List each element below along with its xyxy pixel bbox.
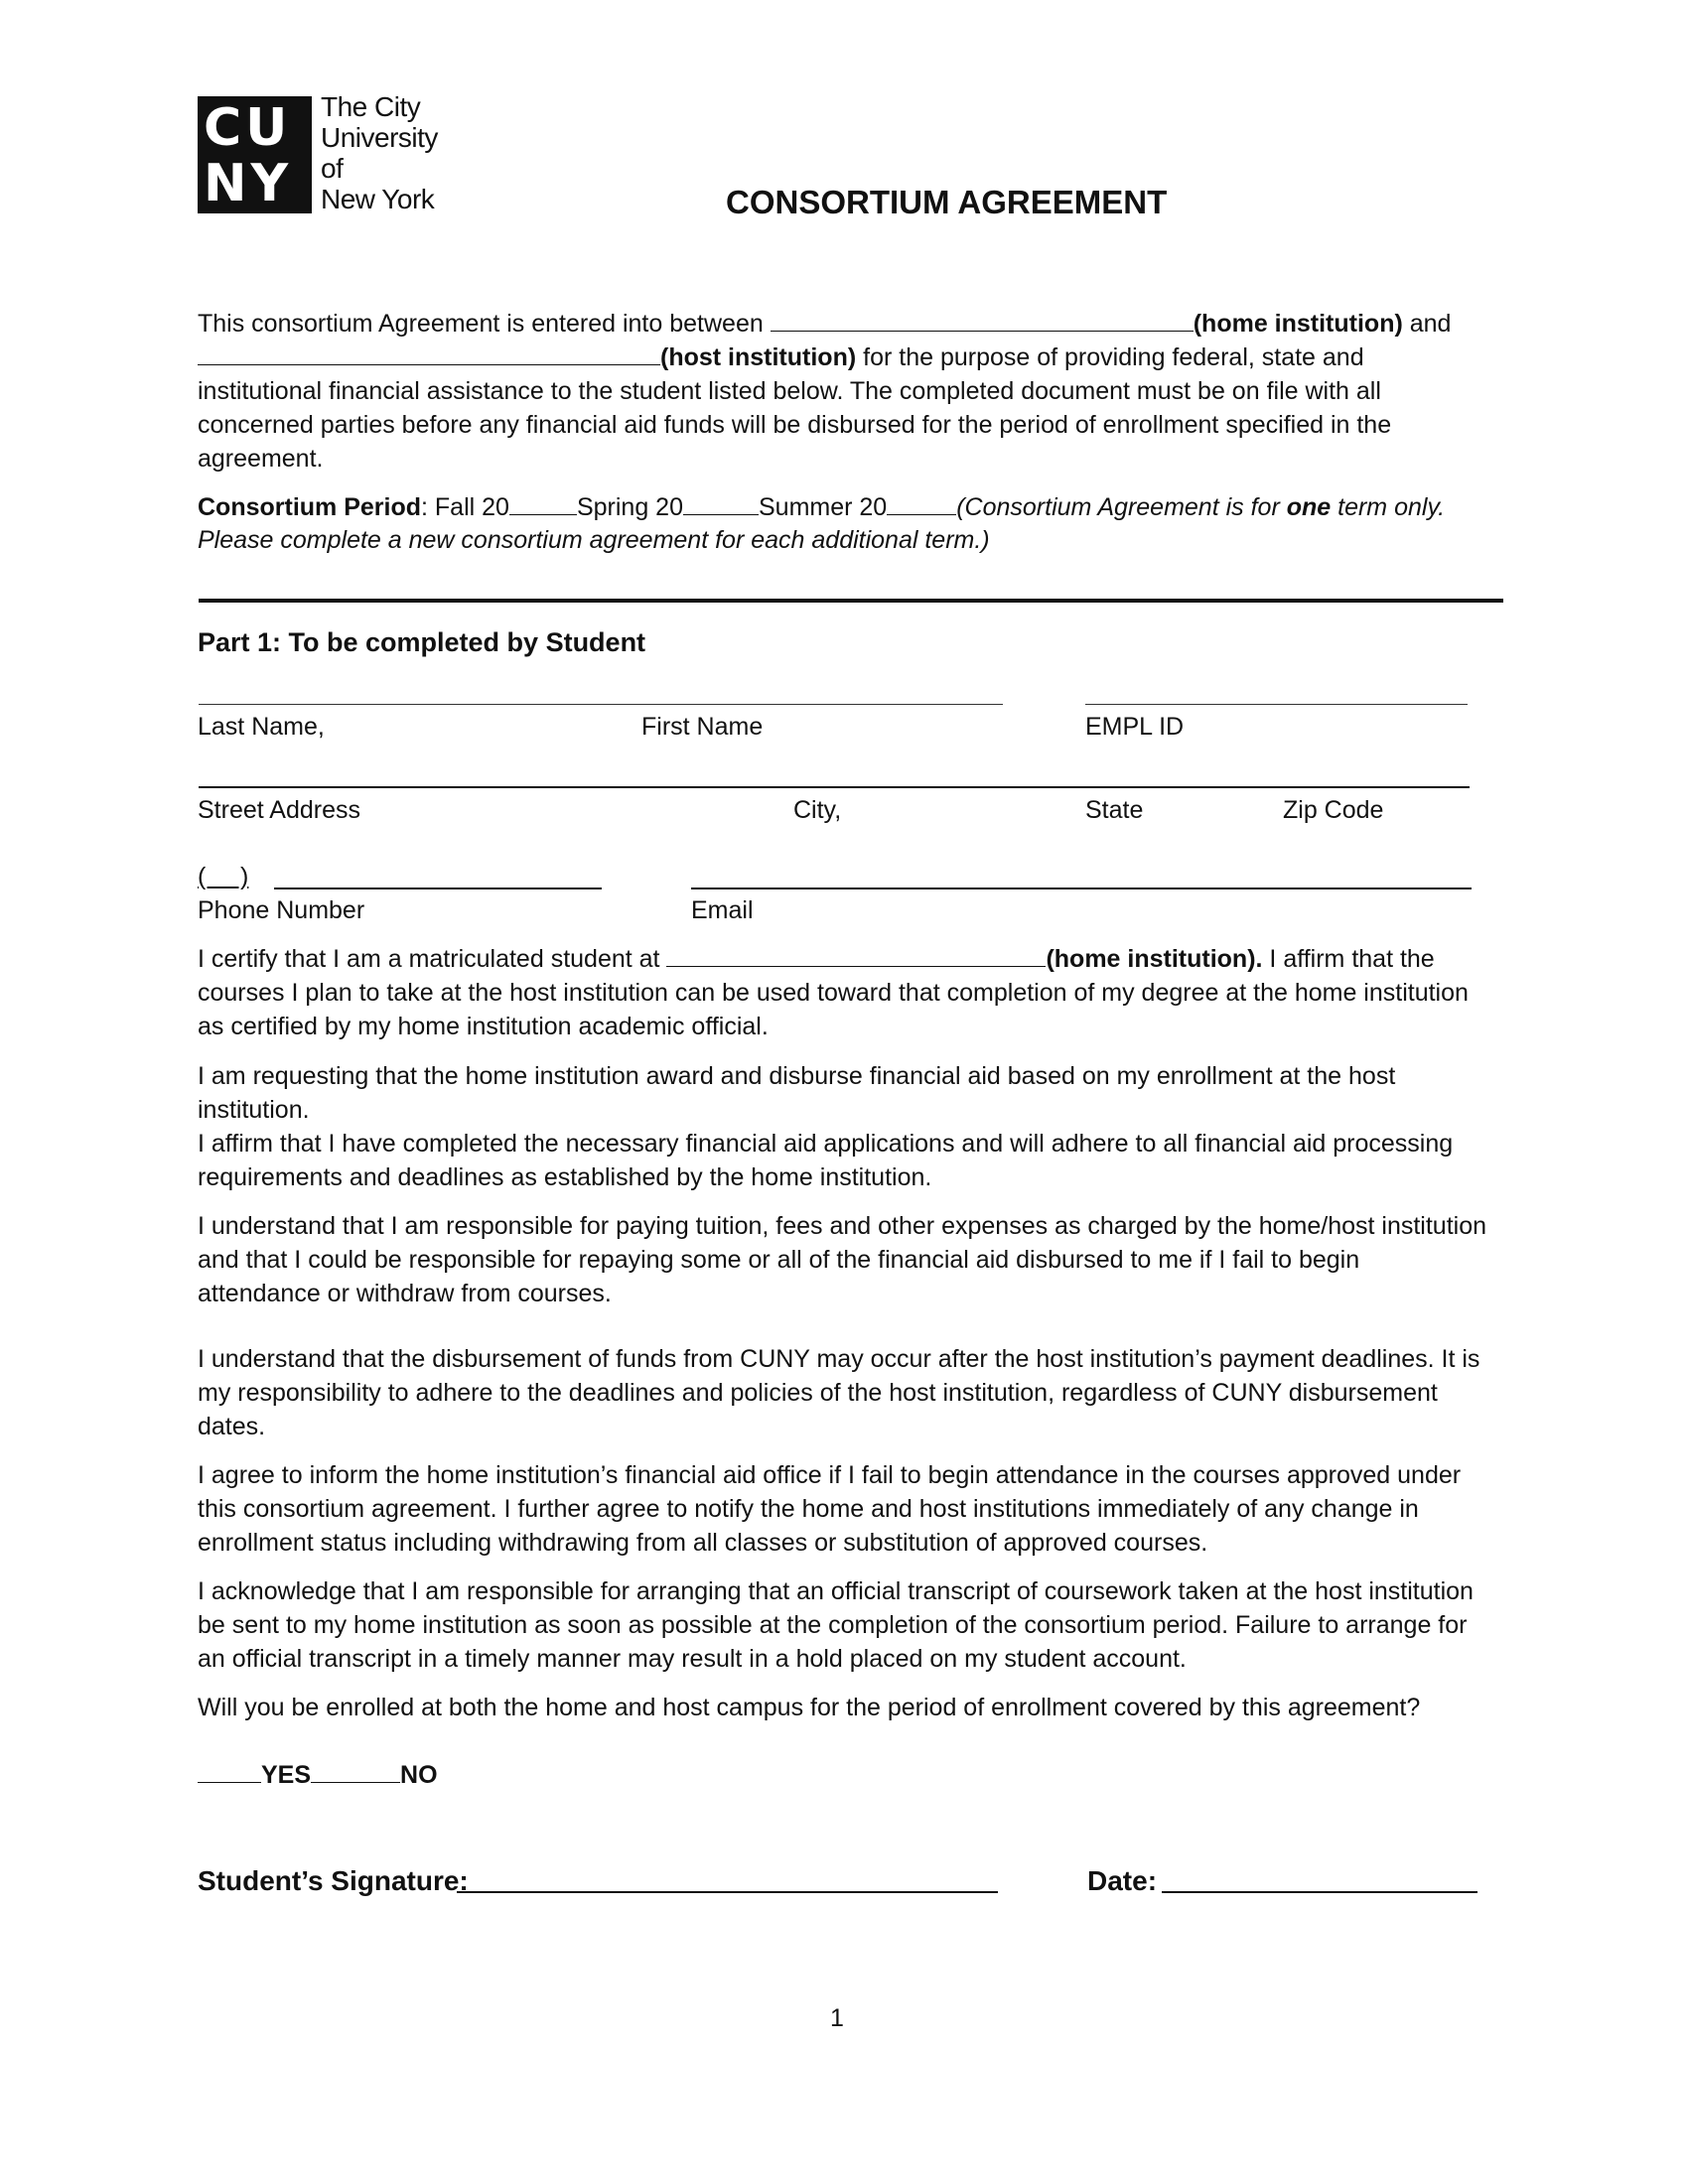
email-field[interactable] bbox=[691, 887, 1472, 889]
city-label: City, bbox=[793, 796, 842, 824]
last-name-label: Last Name, bbox=[198, 713, 325, 741]
logo-line: New York bbox=[321, 184, 435, 214]
certify-lead: I certify that I am a matriculated student at bbox=[198, 945, 660, 973]
affirm-paragraph: I affirm that I have completed the necessary financial aid applications and will adhere to all financial aid processing requirements and deadlines as established by the home institution. bbox=[198, 1130, 1454, 1191]
name-field[interactable] bbox=[199, 704, 1003, 705]
phone-field[interactable] bbox=[274, 887, 602, 889]
period-label: Consortium Period bbox=[198, 493, 422, 521]
yes-field[interactable] bbox=[198, 1758, 261, 1783]
date-field[interactable] bbox=[1162, 1891, 1477, 1893]
host-institution-field[interactable] bbox=[198, 341, 660, 365]
state-label: State bbox=[1085, 796, 1144, 824]
responsibility-paragraph: I understand that I am responsible for paying tuition, fees and other expenses as charged by the home/host institution and that I could be responsible for repaying some or all of the financial aid disbursed to me if I fail to begin attendance or withdraw from courses. bbox=[198, 1212, 1487, 1307]
period-note: (Consortium Agreement is for bbox=[956, 493, 1287, 521]
inform-paragraph: I agree to inform the home institution’s financial aid office if I fail to begin attendance in the courses approved under this consortium agreement. I further agree to notify the home and host institutions immediately of any change in enrollment status including withdrawing from all classes or substitution of approved courses. bbox=[198, 1461, 1462, 1557]
logo-letters bbox=[198, 96, 312, 213]
period-spring-label: Spring 20 bbox=[576, 493, 683, 521]
no-field[interactable] bbox=[311, 1758, 400, 1783]
yes-no-choice bbox=[198, 1758, 438, 1792]
date-label: Date: bbox=[1087, 1865, 1158, 1896]
no-label: NO bbox=[400, 1761, 438, 1789]
logo-letters-top: CU bbox=[204, 98, 292, 158]
intro-line-1 bbox=[198, 307, 1451, 341]
zip-code-label: Zip Code bbox=[1283, 796, 1384, 824]
spring-year-field[interactable] bbox=[683, 490, 759, 515]
period-fall-label: : Fall 20 bbox=[421, 493, 509, 521]
page-number: 1 bbox=[830, 2004, 844, 2032]
certify-line-1 bbox=[198, 942, 1435, 976]
first-name-label: First Name bbox=[641, 713, 764, 741]
request-paragraph: I am requesting that the home institution award and disburse financial aid based on my enrollment at the host institution. bbox=[198, 1062, 1396, 1124]
logo-wordmark bbox=[321, 91, 438, 214]
logo-line: The City bbox=[321, 91, 421, 122]
yes-label: YES bbox=[261, 1761, 312, 1789]
period-note-line-2: Please complete a new consortium agreement for each additional term.) bbox=[198, 526, 990, 554]
street-address-label: Street Address bbox=[198, 796, 360, 824]
certify-home-label: (home institution). bbox=[1046, 945, 1263, 973]
period-summer-label: Summer 20 bbox=[758, 493, 888, 521]
intro-paragraph: institutional financial assistance to the student listed below. The completed document must be on file with all concerned parties before any financial aid funds will be disbursed for the period of enrollment specified in the agreement. bbox=[198, 377, 1392, 473]
certify-text: I affirm that the bbox=[1262, 945, 1435, 973]
empl-id-label: EMPL ID bbox=[1085, 713, 1185, 741]
period-note-emphasis: one bbox=[1286, 493, 1332, 521]
page-title: CONSORTIUM AGREEMENT bbox=[726, 184, 1168, 220]
intro-and: and bbox=[1409, 310, 1452, 338]
email-label: Email bbox=[691, 896, 754, 924]
certify-home-institution-field[interactable] bbox=[666, 942, 1046, 967]
empl-id-field[interactable] bbox=[1085, 704, 1468, 705]
signature-label: Student’s Signature: bbox=[198, 1865, 469, 1896]
period-note: term only. bbox=[1331, 493, 1446, 521]
transcript-paragraph: I acknowledge that I am responsible for arranging that an official transcript of coursework taken at the host institution be sent to my home institution as soon as possible at the completion of the consortium period. Failure to arrange for an official transcript in a timely manner may result in a hold placed on my student account. bbox=[198, 1577, 1474, 1673]
home-institution-field[interactable] bbox=[771, 307, 1194, 332]
consortium-period bbox=[198, 490, 1445, 524]
phone-number-label: Phone Number bbox=[198, 896, 365, 924]
logo-line: of bbox=[321, 153, 344, 184]
address-field[interactable] bbox=[199, 786, 1470, 788]
area-code-field[interactable]: ( ) bbox=[198, 863, 249, 890]
section-divider bbox=[199, 599, 1503, 603]
intro-lead: This consortium Agreement is entered into between bbox=[198, 310, 764, 338]
summer-year-field[interactable] bbox=[887, 490, 956, 515]
disbursement-paragraph: I understand that the disbursement of funds from CUNY may occur after the host institution’s payment deadlines. It is my responsibility to adhere to the deadlines and policies of the host institution, regardless of CUNY disbursement dates. bbox=[198, 1345, 1480, 1440]
intro-text: for the purpose of providing federal, state and bbox=[863, 343, 1364, 371]
home-institution-label: (home institution) bbox=[1193, 310, 1403, 338]
logo-line: University bbox=[321, 122, 438, 153]
logo-letters-bottom: NY bbox=[204, 154, 293, 213]
enrollment-question: Will you be enrolled at both the home and host campus for the period of enrollment covered by this agreement? bbox=[198, 1694, 1421, 1721]
fall-year-field[interactable] bbox=[509, 490, 577, 515]
cuny-logo-mark bbox=[198, 96, 312, 213]
certify-paragraph: courses I plan to take at the host institution can be used toward that completion of my degree at the home institution as certified by my home institution academic official. bbox=[198, 979, 1469, 1040]
part1-heading: Part 1: To be completed by Student bbox=[198, 627, 646, 657]
host-institution-label: (host institution) bbox=[660, 343, 857, 371]
signature-field[interactable] bbox=[457, 1891, 998, 1893]
intro-line-2 bbox=[198, 341, 1364, 374]
